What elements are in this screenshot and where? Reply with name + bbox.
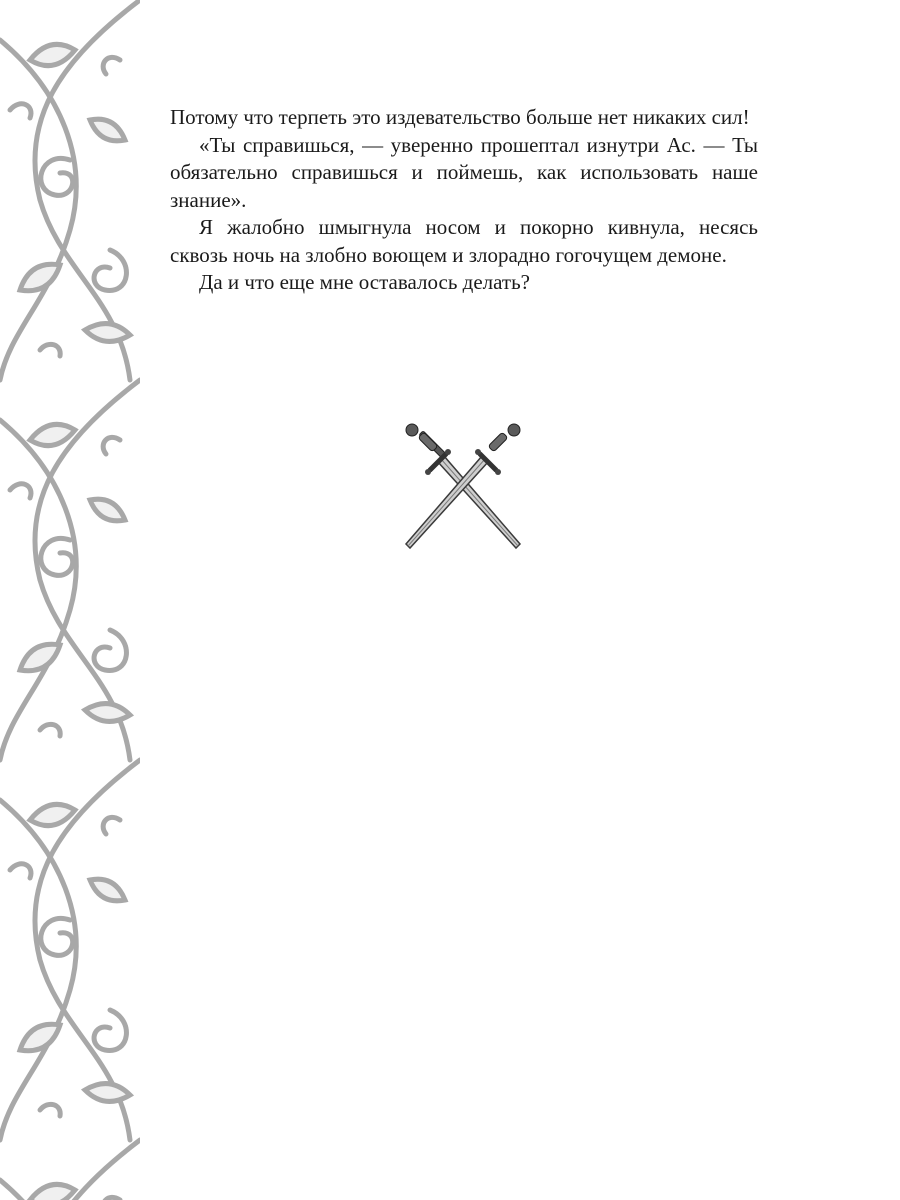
paragraph-3: Я жалобно шмыгнула носом и покорно кивнула, несясь сквозь ночь на злобно воющем и злорадно гогочущем демоне. <box>170 215 758 267</box>
paragraph-4: Да и что еще мне оставалось делать? <box>199 270 530 294</box>
floral-scroll-border-icon <box>0 0 140 1200</box>
crossed-swords-icon <box>398 418 528 552</box>
page-body-text <box>170 104 758 297</box>
decorative-floral-border <box>0 0 140 1200</box>
section-end-ornament <box>398 418 528 552</box>
paragraph-2: «Ты справишься, — уверенно прошептал изнутри Ас. — Ты обязательно справишься и поймешь, как использовать наше знание». <box>170 132 758 212</box>
paragraph-1: Потому что терпеть это издевательство больше нет никаких сил! <box>170 105 750 129</box>
